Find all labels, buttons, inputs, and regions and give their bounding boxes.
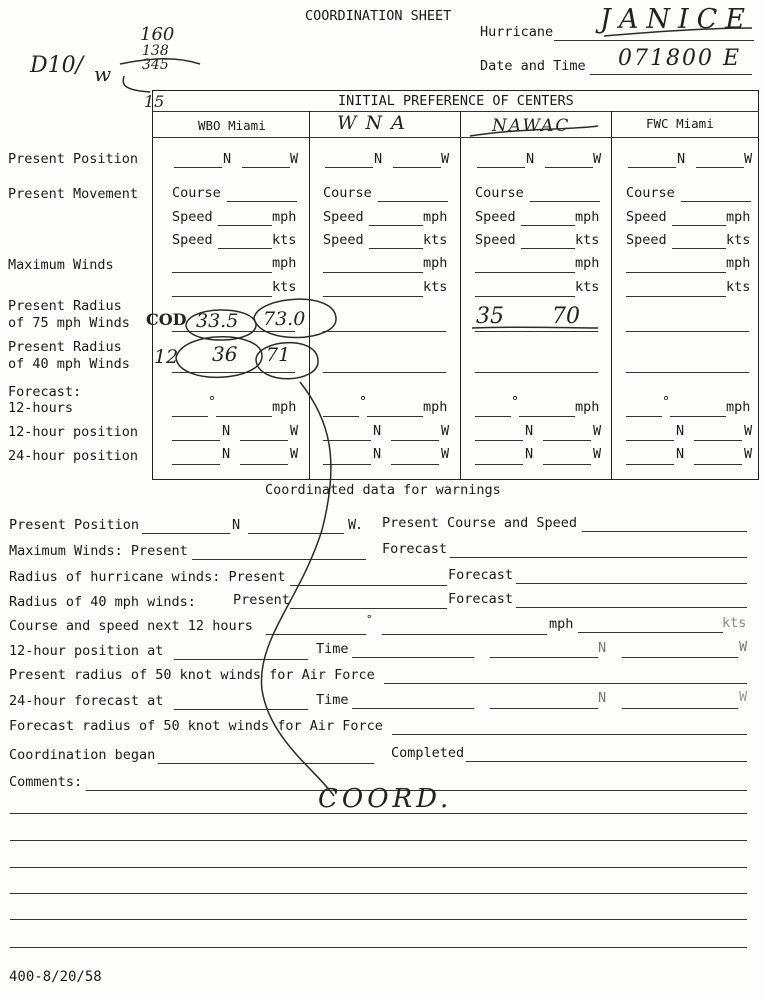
- row-label-24-hour-position: 24-hour position: [8, 448, 139, 464]
- warn-w-3: W: [739, 689, 748, 705]
- margin-note-w: w: [94, 62, 112, 86]
- row-label-radius40-line1: Present Radius: [8, 339, 122, 355]
- field-line: [543, 440, 591, 441]
- warn-completed: Completed: [391, 745, 465, 761]
- col3-course-label: Course: [475, 185, 524, 201]
- field-line: [694, 464, 742, 465]
- col3-speed-label-1: Speed: [475, 209, 516, 225]
- field-line: [626, 272, 726, 273]
- col-divider-3: [611, 111, 612, 479]
- table-title: INITIAL PREFERENCE OF CENTERS: [338, 93, 574, 109]
- warn-max-winds-present: Maximum Winds: Present: [9, 543, 188, 559]
- field-line: [382, 634, 547, 635]
- margin-note-d10: D10/: [30, 53, 84, 78]
- field-line: [475, 440, 523, 441]
- warn-forecast-3: Forecast: [448, 591, 514, 607]
- field-line: [323, 372, 446, 373]
- field-line: [323, 416, 359, 417]
- wbo-radius40-a: 36: [212, 342, 238, 366]
- col-header-wna: WNA: [337, 112, 414, 134]
- field-line: [626, 440, 674, 441]
- warn-comments: Comments:: [9, 774, 83, 790]
- field-line: [174, 709, 308, 710]
- col3-pos-w: W: [593, 151, 602, 167]
- margin-note-138: 138: [142, 43, 169, 59]
- col2-speed-kts: kts: [423, 232, 448, 248]
- field-line: [248, 533, 344, 534]
- field-line: [475, 272, 575, 273]
- field-line: [545, 167, 593, 168]
- warn-present-position: Present Position: [9, 517, 140, 533]
- field-line: [450, 557, 747, 558]
- warn-deg: °: [366, 613, 373, 626]
- field-line: [626, 416, 662, 417]
- warn-mph: mph: [549, 616, 574, 632]
- field-line: [530, 201, 600, 202]
- col3-p12-n: N: [525, 423, 534, 439]
- margin-note-160: 160: [140, 24, 175, 45]
- col2-fc-deg: °: [359, 394, 368, 410]
- warn-forecast-1: Forecast: [382, 541, 448, 557]
- col2-pos-n: N: [374, 151, 383, 167]
- col3-speed-mph: mph: [575, 209, 600, 225]
- col4-p12-w: W: [744, 423, 753, 439]
- col1-p24-w: W: [290, 446, 299, 462]
- hurricane-name-handwritten: JANICE: [600, 4, 753, 35]
- field-line: [172, 272, 272, 273]
- col-header-nawac: NAWAC: [492, 116, 571, 136]
- datetime-label: Date and Time: [480, 58, 586, 74]
- col3-p24-w: W: [593, 446, 602, 462]
- field-line: [626, 372, 749, 373]
- warn-n-3: N: [598, 690, 607, 706]
- col4-fc-mph: mph: [726, 399, 751, 415]
- col4-fc-deg: °: [662, 394, 671, 410]
- col-divider-2: [460, 111, 461, 479]
- col2-p12-n: N: [373, 423, 382, 439]
- col3-maxwind-mph: mph: [575, 255, 600, 271]
- field-line: [216, 416, 272, 417]
- field-line: [626, 464, 674, 465]
- comment-line: [10, 893, 747, 894]
- field-line: [519, 416, 575, 417]
- wbo-radius40-b: 71: [266, 344, 291, 366]
- field-line: [323, 440, 371, 441]
- col3-p12-w: W: [593, 423, 602, 439]
- col1-fc-deg: °: [208, 394, 217, 410]
- field-line: [174, 167, 222, 168]
- warn-w: W: [348, 517, 357, 533]
- row-label-maximum-winds: Maximum Winds: [8, 257, 114, 273]
- field-line: [582, 531, 747, 532]
- col2-speed-mph: mph: [423, 209, 448, 225]
- row-label-radius75-line2: of 75 mph Winds: [8, 315, 130, 331]
- field-line: [681, 201, 751, 202]
- warn-forecast24-at: 24-hour forecast at: [9, 693, 164, 709]
- datetime-handwritten: 071800 E: [618, 46, 742, 71]
- field-line: [192, 559, 366, 560]
- col2-p24-n: N: [373, 446, 382, 462]
- field-line: [475, 372, 598, 373]
- field-line: [543, 464, 591, 465]
- col2-maxwind-kts: kts: [423, 279, 448, 295]
- field-line: [323, 331, 446, 332]
- field-line: [227, 201, 297, 202]
- col-header-fwc: FWC Miami: [646, 116, 714, 131]
- col1-pos-w: W: [290, 151, 299, 167]
- margin-note-345: 345: [142, 57, 169, 73]
- col3-pos-n: N: [526, 151, 535, 167]
- field-line: [516, 607, 747, 608]
- col4-maxwind-mph: mph: [726, 255, 751, 271]
- row-label-radius75-line1: Present Radius: [8, 298, 122, 314]
- warn-time-1: Time: [316, 641, 349, 657]
- field-line: [172, 296, 272, 297]
- wbo-radius75-a: 33.5: [196, 310, 239, 332]
- col2-speed-label-2: Speed: [323, 232, 364, 248]
- warn-present: Present: [233, 592, 290, 608]
- field-line: [521, 225, 575, 226]
- col-divider-1: [309, 111, 310, 479]
- col1-fc-mph: mph: [272, 399, 297, 415]
- nawac-radius75-b: 70: [552, 304, 580, 329]
- row-label-forecast: Forecast:: [8, 384, 82, 400]
- hurricane-label: Hurricane: [480, 24, 554, 40]
- field-line: [172, 440, 220, 441]
- col1-p24-n: N: [222, 446, 231, 462]
- warn-pos12-at: 12-hour position at: [9, 643, 164, 659]
- centers-table: [152, 90, 759, 480]
- field-line: [628, 167, 676, 168]
- field-line: [672, 225, 726, 226]
- field-line: [475, 296, 575, 297]
- col1-speed-label-2: Speed: [172, 232, 213, 248]
- col3-p24-n: N: [525, 446, 534, 462]
- col1-course-label: Course: [172, 185, 221, 201]
- col4-speed-label-1: Speed: [626, 209, 667, 225]
- field-line: [694, 440, 742, 441]
- col2-p12-w: W: [441, 423, 450, 439]
- col4-pos-n: N: [677, 151, 686, 167]
- margin-note-15: 15: [144, 92, 165, 111]
- margin-note-cod: COD: [146, 310, 187, 329]
- warn-radius-40: Radius of 40 mph winds:: [9, 594, 196, 610]
- field-line: [172, 416, 208, 417]
- warn-kts: kts: [722, 615, 747, 631]
- col2-speed-label-1: Speed: [323, 209, 364, 225]
- comment-line: [10, 919, 747, 920]
- row-label-present-position: Present Position: [8, 151, 139, 167]
- warn-n: N: [232, 517, 241, 533]
- col4-p24-w: W: [744, 446, 753, 462]
- warn-w-dot: .: [355, 517, 364, 533]
- col4-course-label: Course: [626, 185, 675, 201]
- field-line: [158, 763, 374, 764]
- col1-maxwind-mph: mph: [272, 255, 297, 271]
- col4-pos-w: W: [744, 151, 753, 167]
- comment-line: [10, 840, 747, 841]
- row-label-present-movement: Present Movement: [8, 186, 139, 202]
- col3-speed-kts: kts: [575, 232, 600, 248]
- field-line: [352, 657, 474, 658]
- col1-speed-mph: mph: [272, 209, 297, 225]
- col3-maxwind-kts: kts: [575, 279, 600, 295]
- field-line: [323, 272, 423, 273]
- col1-maxwind-kts: kts: [272, 279, 297, 295]
- comment-line: [10, 813, 747, 814]
- field-line: [626, 331, 749, 332]
- col1-speed-label-1: Speed: [172, 209, 213, 225]
- field-line: [367, 416, 423, 417]
- field-line: [622, 657, 738, 658]
- col2-course-label: Course: [323, 185, 372, 201]
- field-line: [266, 634, 366, 635]
- field-line: [516, 583, 747, 584]
- row-label-radius40-line2: of 40 mph Winds: [8, 356, 130, 372]
- col1-pos-n: N: [223, 151, 232, 167]
- field-line: [290, 608, 447, 609]
- datetime-line: [590, 74, 752, 75]
- table-header-rule: [152, 137, 759, 138]
- col3-fc-mph: mph: [575, 399, 600, 415]
- field-line: [378, 201, 448, 202]
- col2-maxwind-mph: mph: [423, 255, 448, 271]
- row-label-12-hours: 12-hours: [8, 400, 74, 416]
- field-line: [242, 167, 290, 168]
- field-line: [477, 167, 525, 168]
- field-line: [578, 632, 723, 633]
- field-line: [240, 440, 288, 441]
- field-line: [369, 248, 423, 249]
- warn-radius50-present: Present radius of 50 knot winds for Air Force: [9, 667, 375, 683]
- field-line: [240, 464, 288, 465]
- field-line: [323, 464, 371, 465]
- col4-maxwind-kts: kts: [726, 279, 751, 295]
- field-line: [521, 248, 575, 249]
- field-line: [142, 533, 230, 534]
- comment-line: [10, 867, 747, 868]
- field-line: [466, 761, 747, 762]
- warn-w-2: W: [739, 639, 748, 655]
- warn-present-course-speed: Present Course and Speed: [382, 515, 578, 531]
- field-line: [626, 296, 726, 297]
- field-line: [172, 372, 295, 373]
- field-line: [490, 657, 598, 658]
- sheet-title: COORDINATION SHEET: [305, 8, 452, 24]
- col4-speed-kts: kts: [726, 232, 751, 248]
- field-line: [393, 167, 441, 168]
- warn-radius-hurricane: Radius of hurricane winds: Present: [9, 569, 286, 585]
- field-line: [672, 248, 726, 249]
- margin-note-12: 12: [154, 346, 179, 368]
- field-line: [392, 734, 747, 735]
- field-line: [475, 331, 598, 332]
- nawac-radius75-a: 35: [476, 304, 504, 329]
- col1-p12-w: W: [290, 423, 299, 439]
- warn-forecast-2: Forecast: [448, 567, 514, 583]
- field-line: [391, 464, 439, 465]
- field-line: [172, 464, 220, 465]
- col4-speed-label-2: Speed: [626, 232, 667, 248]
- field-line: [391, 440, 439, 441]
- form-number: 400-8/20/58: [9, 969, 102, 985]
- field-line: [622, 708, 738, 709]
- col2-fc-mph: mph: [423, 399, 448, 415]
- col-header-wbo: WBO Miami: [198, 118, 266, 133]
- field-line: [475, 416, 511, 417]
- comment-line: [10, 947, 747, 948]
- field-line: [369, 225, 423, 226]
- field-line: [218, 248, 272, 249]
- col3-speed-label-2: Speed: [475, 232, 516, 248]
- col2-pos-w: W: [441, 151, 450, 167]
- warn-radius50-forecast: Forecast radius of 50 knot winds for Air Force: [9, 718, 383, 734]
- field-line: [475, 464, 523, 465]
- col1-speed-kts: kts: [272, 232, 297, 248]
- warn-coord-began: Coordination began: [9, 747, 156, 763]
- warnings-title: Coordinated data for warnings: [265, 482, 501, 498]
- row-label-12-hour-position: 12-hour position: [8, 424, 139, 440]
- col3-fc-deg: °: [511, 394, 520, 410]
- table-title-rule: [152, 111, 759, 112]
- wbo-radius75-b: 73.0: [263, 308, 306, 330]
- col4-speed-mph: mph: [726, 209, 751, 225]
- field-line: [352, 708, 474, 709]
- col4-p24-n: N: [676, 446, 685, 462]
- col1-p12-n: N: [222, 423, 231, 439]
- field-line: [290, 585, 447, 586]
- field-line: [323, 296, 423, 297]
- hurricane-line: [554, 40, 754, 41]
- field-line: [174, 659, 308, 660]
- field-line: [490, 708, 598, 709]
- field-line: [670, 416, 726, 417]
- field-line: [384, 683, 747, 684]
- field-line: [218, 225, 272, 226]
- warn-time-2: Time: [316, 692, 349, 708]
- warn-n-2: N: [598, 640, 607, 656]
- col4-p12-n: N: [676, 423, 685, 439]
- warn-course-speed-12: Course and speed next 12 hours: [9, 618, 253, 634]
- col2-p24-w: W: [441, 446, 450, 462]
- comment-handwriting: COORD.: [318, 784, 453, 814]
- field-line: [325, 167, 373, 168]
- field-line: [696, 167, 744, 168]
